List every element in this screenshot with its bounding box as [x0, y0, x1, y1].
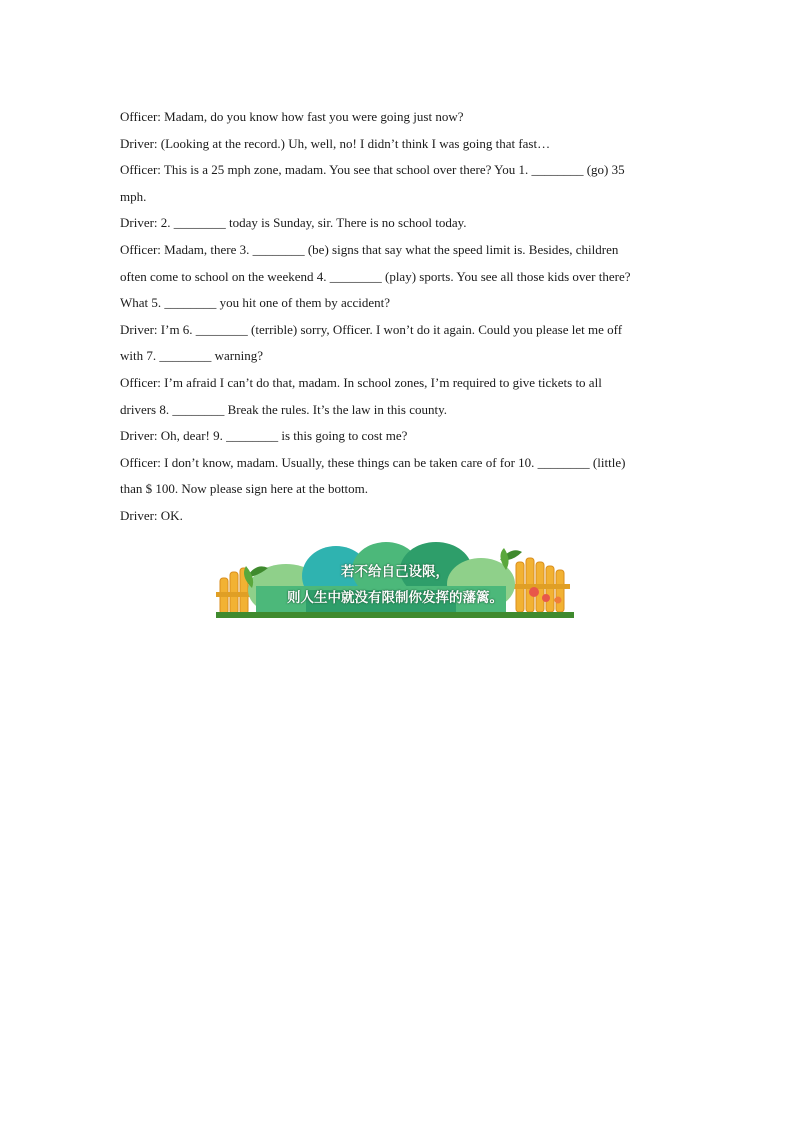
dialogue-line: Officer: Madam, do you know how fast you were going just now? — [120, 109, 464, 124]
banner-quote-line-2: 则人生中就没有限制你发挥的藩篱。 — [287, 590, 503, 606]
dialogue-line: Driver: I’m 6. ________ (terrible) sorry, Officer. I won’t do it again. Could you please let me off — [120, 321, 623, 337]
dialogue-line: Driver: OK. — [120, 507, 183, 523]
dialogue-line: Driver: Oh, dear! 9. ________ is this going to cost me? — [120, 428, 408, 444]
dialogue-line: mph. — [120, 188, 147, 204]
dialogue-line: with 7. ________ warning? — [120, 348, 263, 364]
grass-strip — [216, 612, 574, 618]
dialogue-line: often come to school on the weekend 4. ________ (play) sports. You see all those kids over there? — [120, 268, 631, 284]
dialogue-exercise — [120, 104, 680, 530]
dialogue-line: What 5. ________ you hit one of them by accident? — [120, 295, 391, 311]
dialogue-line: Officer: This is a 25 mph zone, madam. You see that school over there? You 1. ________ (go) 35 — [120, 162, 625, 178]
dialogue-line: Driver: (Looking at the record.) Uh, well, no! I didn’t think I was going that fast… — [120, 135, 551, 151]
dialogue-line: Officer: Madam, there 3. ________ (be) signs that say what the speed limit is. Besides, children — [120, 241, 619, 257]
dialogue-line: Officer: I’m afraid I can’t do that, madam. In school zones, I’m required to give tickets to all — [120, 374, 602, 390]
dialogue-line: drivers 8. ________ Break the rules. It’s the law in this county. — [120, 401, 447, 417]
dialogue-line: Officer: I don’t know, madam. Usually, these things can be taken care of for 10. ________ (little) — [120, 454, 626, 470]
dialogue-line: Driver: 2. ________ today is Sunday, sir. There is no school today. — [120, 215, 467, 231]
motivational-banner — [216, 540, 574, 618]
dialogue-line: than $ 100. Now please sign here at the bottom. — [120, 481, 369, 497]
banner-quote-line-1: 若不给自己设限， — [341, 564, 449, 580]
